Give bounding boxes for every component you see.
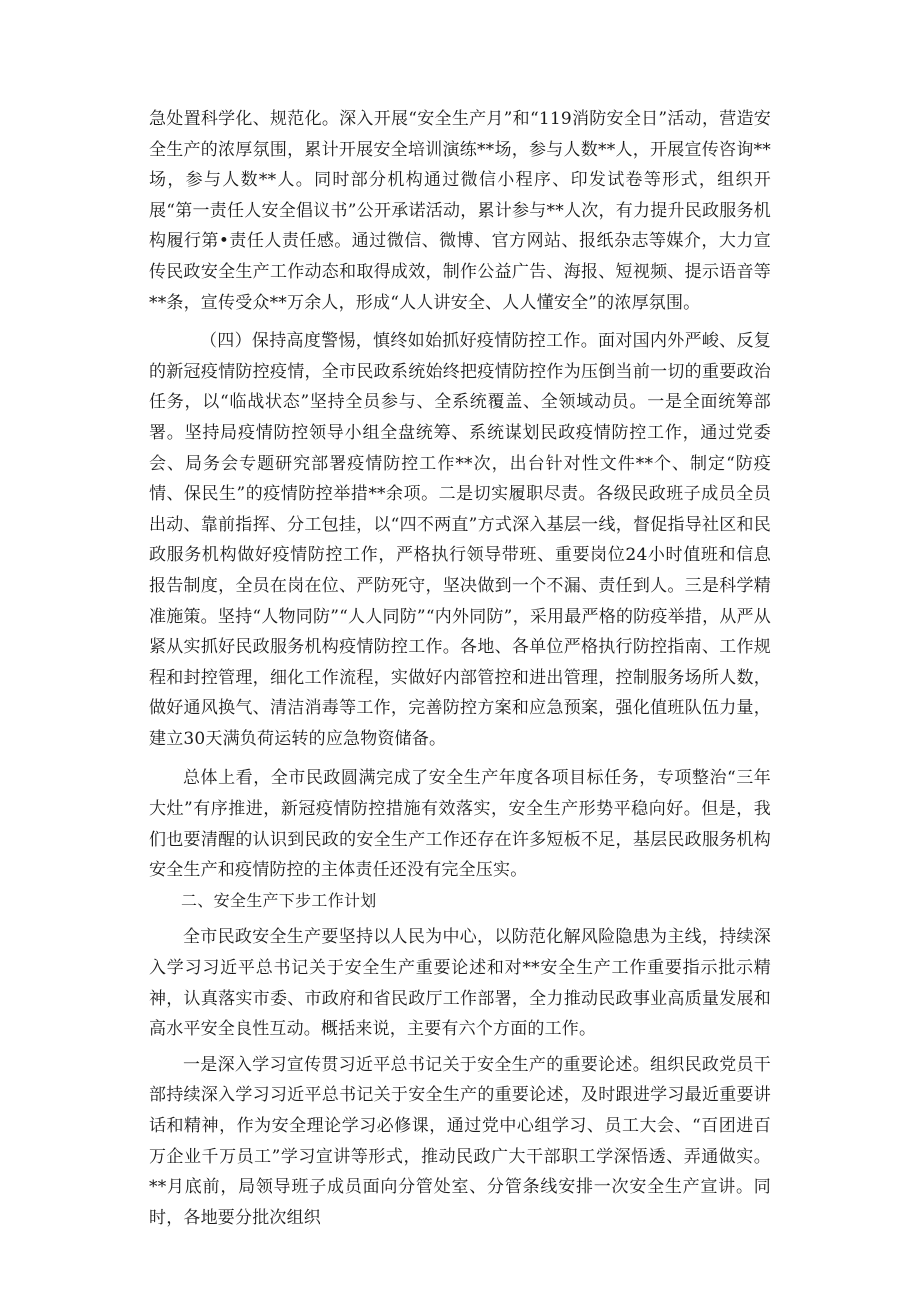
paragraph-plan-item-one: 一是深入学习宣传贯习近平总书记关于安全生产的重要论述。组织民政党员干部持续深入学习习近平总书记关于安全生产的重要论述，及时跟进学习最近重要讲话和精神，作为安全理论学习必修课，通过党中心组学习、员工大会、“百团进百万企业千万员工”学习宣讲等形式，推动民政广大干部职工学深悟透、弄通做实。**月底前，局领导班子成员面向分管处室、分管条线安排一次安全生产宣讲。同时，各地要分批次组织: [149, 1054, 771, 1228]
paragraph-epidemic-control: （四）保持高度警惕，慎终如始抓好疫情防控工作。面对国内外严峻、反复的新冠疫情防控疫情，全市民政系统始终把疫情防控作为压倒当前一切的重要政治任务，以“临战状态”坚持全员参与、全系统覆盖、全领域动员。一是全面统筹部署。坚持局疫情防控领导小组全盘统筹、系统谋划民政疫情防控工作，通过党委会、局务会专题研究部署疫情防控工作**次，出台针对性文件**个、制定“防疫情、保民生”的疫情防控举措**余项。二是切实履职尽责。各级民政班子成员全员出动、靠前指挥、分工包挂，以“四不两直”方式深入基层一线，督促指导社区和民政服务机构做好疫情防控工作，严格执行领导带班、重要岗位24小时值班和信息报告制度，全员在岗在位、严防死守，坚决做到一个不漏、责任到人。三是科学精准施策。坚持“人物同防”“人人同防”“内外同防”，采用最严格的防疫举措，从严从紧从实抓好民政服务机构疫情防控工作。各地、各单位严格执行防控指南、工作规程和封控管理，细化工作流程，实做好内部管控和进出管理，控制服务场所人数，做好通风换气、清洁消毒等工作，完善防控方案和应急预案，强化值班队伍力量，建立30天满负荷运转的应急物资储备。: [149, 331, 771, 749]
document-page: [149, 104, 771, 1233]
section-heading-next-plan: 二、安全生产下步工作计划: [181, 890, 377, 910]
paragraph-plan-intro: 全市民政安全生产要坚持以人民为中心，以防范化解风险隐患为主线，持续深入学习习近平总书记关于安全生产重要论述和对**安全生产工作重要指示批示精神，认真落实市委、市政府和省民政厅工作部署，全力推动民政事业高质量发展和高水平安全良性互动。概括来说，主要有六个方面的工作。: [149, 927, 771, 1040]
paragraph-overall-summary: 总体上看，全市民政圆满完成了安全生产年度各项目标任务，专项整治“三年大灶”有序推进，新冠疫情防控措施有效落实，安全生产形势平稳向好。但是，我们也要清醒的认识到民政的安全生产工作还存在许多短板不足，基层民政服务机构安全生产和疫情防控的主体责任还没有完全压实。: [149, 768, 771, 881]
paragraph-safety-publicity: 急处置科学化、规范化。深入开展“安全生产月”和“119消防安全日”活动，营造安全生产的浓厚氛围，累计开展安全培训演练**场，参与人数**人，开展宣传咨询**场，参与人数**人。同时部分机构通过微信小程序、印发试卷等形式，组织开展“第一责任人安全倡议书”公开承诺活动，累计参与**人次，有力提升民政服务机构履行第•责任人责任感。通过微信、微博、官方网站、报纸杂志等媒介，大力宣传民政安全生产工作动态和取得成效，制作公益广告、海报、短视频、提示语音等**条，宣传受众**万余人，形成“人人讲安全、人人懂安全”的浓厚氛围。: [149, 109, 771, 313]
